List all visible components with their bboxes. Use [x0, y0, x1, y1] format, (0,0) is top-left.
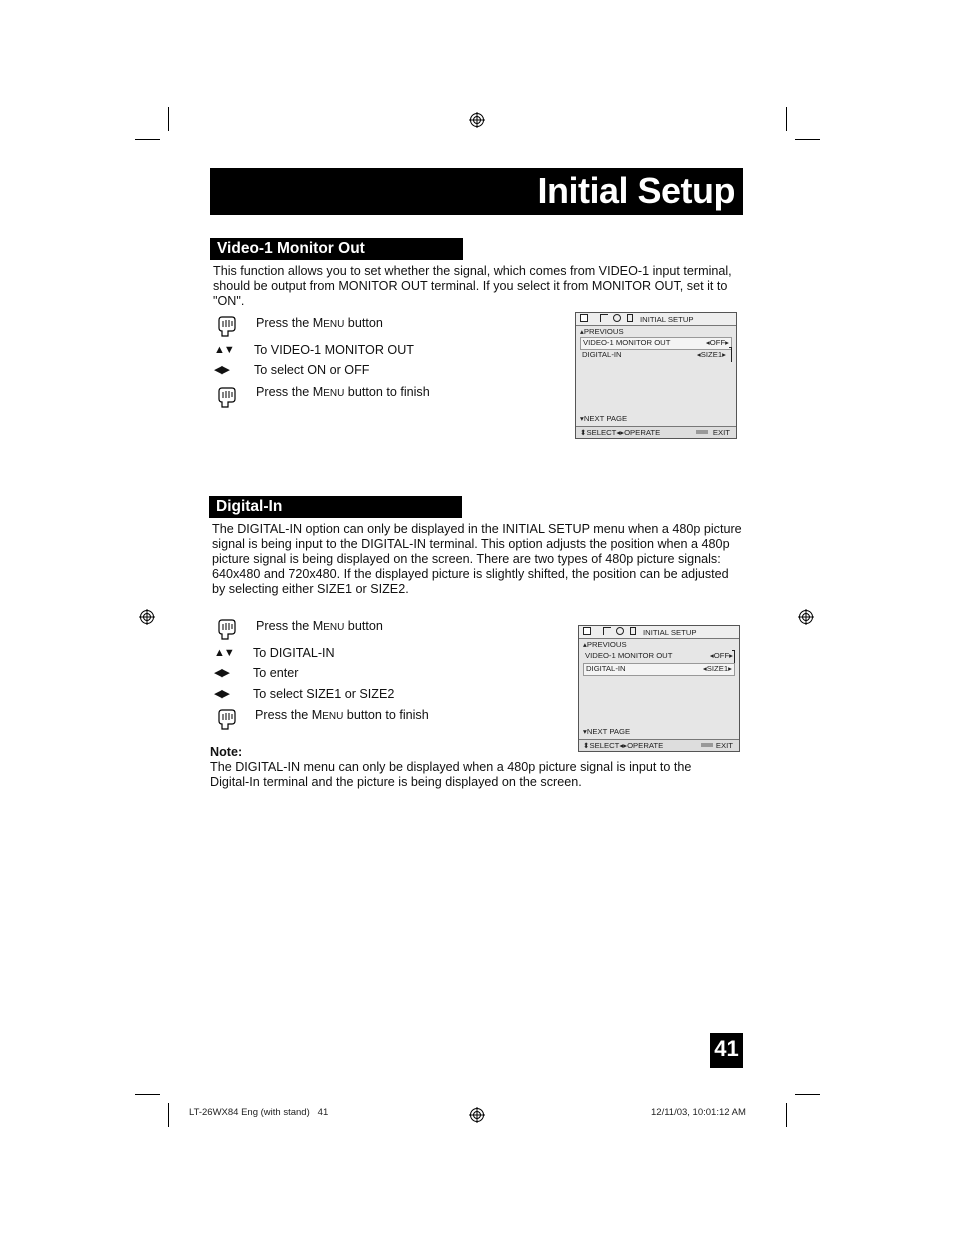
osd-next-page: ▾NEXT PAGE: [583, 727, 631, 736]
footer-file-info: LT-26WX84 Eng (with stand) 41: [189, 1107, 329, 1118]
hand-press-icon: [214, 707, 238, 731]
osd-header: INITIAL SETUP: [643, 628, 697, 637]
step-select-size: To select SIZE1 or SIZE2: [253, 687, 395, 701]
osd-right-icon: ▸: [722, 350, 726, 359]
osd-left-icon: ◂: [696, 350, 701, 359]
crop-mark: [795, 1094, 820, 1095]
crop-mark: [135, 1094, 160, 1095]
crop-mark: [168, 1103, 169, 1127]
osd-leftright-icon: ◂▸: [619, 741, 628, 750]
step-press-menu: Press the MENU button: [256, 316, 383, 330]
left-right-arrows-icon: ◀▶: [214, 364, 229, 376]
note-label: Note:: [210, 745, 243, 759]
osd-menu-screen: [578, 625, 740, 752]
registration-mark-icon: [469, 1107, 485, 1123]
osd-header: INITIAL SETUP: [640, 315, 694, 324]
step-press-menu-finish: Press the MENU button to finish: [256, 385, 430, 399]
osd-previous: ▴PREVIOUS: [580, 327, 624, 336]
osd-menu-key-icon: [696, 430, 708, 434]
osd-down-icon: ▾: [583, 727, 587, 736]
left-right-arrows-icon: ◀▶: [214, 667, 229, 679]
osd-tab-picture-icon: [580, 314, 588, 322]
section-paragraph: The DIGITAL-IN option can only be displayed in the INITIAL SETUP menu when a 480p picture signal is being input to the DIGITAL-IN terminal. This option adjusts the position when a 480p picture signal is being displayed on the screen. There are two types of 480p picture signals: 640x480 and 720x480. If the displayed picture is slightly shifted, the position can be adjusted by selecting either SIZE1 or SIZE2.: [212, 522, 742, 596]
page-number: 41: [714, 1036, 739, 1061]
page-title-bar: [210, 168, 743, 215]
hand-press-icon: [214, 617, 238, 641]
osd-left-icon: ◂: [702, 664, 707, 673]
osd-row-video1: VIDEO-1 MONITOR OUT ◂OFF▸: [580, 337, 732, 350]
osd-tab-bar: [579, 626, 739, 639]
osd-down-icon: ▾: [580, 414, 584, 423]
step-press-menu-finish: Press the MENU button to finish: [255, 708, 429, 722]
section-heading-video1: Video-1 Monitor Out: [210, 238, 463, 260]
step-press-menu: Press the MENU button: [256, 619, 383, 633]
osd-tab-picture-icon: [583, 627, 591, 635]
osd-tab-timer-icon: [616, 627, 624, 635]
up-down-arrows-icon: ▲▼: [214, 647, 234, 659]
osd-row-digital-in: DIGITAL-IN ◂SIZE1▸: [582, 350, 726, 359]
osd-right-icon: ▸: [728, 664, 732, 673]
osd-footer: ⬍SELECT◂▸OPERATE EXIT: [576, 426, 736, 438]
osd-up-icon: ▴: [580, 327, 584, 336]
crop-mark: [168, 107, 169, 131]
registration-mark-icon: [469, 112, 485, 128]
crop-mark: [795, 139, 820, 140]
osd-tab-sound-icon: [603, 627, 611, 635]
osd-bracket: [729, 347, 732, 362]
osd-right-icon: ▸: [729, 651, 733, 660]
hand-press-icon: [214, 385, 238, 409]
step-to-video1: To VIDEO-1 MONITOR OUT: [254, 343, 415, 357]
osd-bracket: [732, 650, 735, 663]
osd-left-icon: ◂: [705, 338, 710, 347]
footer-timestamp: 12/11/03, 10:01:12 AM: [651, 1107, 746, 1118]
osd-row-video1: VIDEO-1 MONITOR OUT ◂OFF▸: [585, 651, 733, 660]
step-to-digital-in: To DIGITAL-IN: [253, 646, 335, 660]
registration-mark-icon: [139, 609, 155, 625]
osd-leftright-icon: ◂▸: [616, 428, 625, 437]
osd-updown-icon: ⬍: [583, 741, 590, 750]
hand-press-icon: [214, 314, 238, 338]
osd-previous: ▴PREVIOUS: [583, 640, 627, 649]
osd-menu-screen: [575, 312, 737, 439]
osd-menu-key-icon: [701, 743, 713, 747]
osd-left-icon: ◂: [709, 651, 714, 660]
page-title: Initial Setup: [537, 170, 735, 211]
osd-next-page: ▾NEXT PAGE: [580, 414, 628, 423]
section-paragraph: This function allows you to set whether the signal, which comes from VIDEO-1 input terminal, should be output from MONITOR OUT terminal. If you select it from MONITOR OUT, set it to "ON".: [213, 264, 732, 308]
osd-tab-sound-icon: [600, 314, 608, 322]
step-select-on-off: To select ON or OFF: [254, 363, 370, 377]
note-text: The DIGITAL-IN menu can only be displayed when a 480p picture signal is input to the Digital-In terminal and the picture is being displayed on the screen.: [210, 760, 692, 789]
section-heading-digital-in: Digital-In: [209, 496, 462, 518]
osd-updown-icon: ⬍: [580, 428, 587, 437]
step-to-enter: To enter: [253, 666, 299, 680]
osd-tab-bar: [576, 313, 736, 326]
osd-up-icon: ▴: [583, 640, 587, 649]
osd-tab-timer-icon: [613, 314, 621, 322]
osd-right-icon: ▸: [725, 338, 729, 347]
osd-footer: ⬍SELECT◂▸OPERATE EXIT: [579, 739, 739, 751]
registration-mark-icon: [798, 609, 814, 625]
osd-tab-lock-icon: [627, 314, 633, 322]
osd-row-digital-in: DIGITAL-IN ◂SIZE1▸: [583, 663, 735, 676]
osd-tab-lock-icon: [630, 627, 636, 635]
left-right-arrows-icon: ◀▶: [214, 688, 229, 700]
crop-mark: [786, 107, 787, 131]
crop-mark: [786, 1103, 787, 1127]
up-down-arrows-icon: ▲▼: [214, 344, 234, 356]
crop-mark: [135, 139, 160, 140]
